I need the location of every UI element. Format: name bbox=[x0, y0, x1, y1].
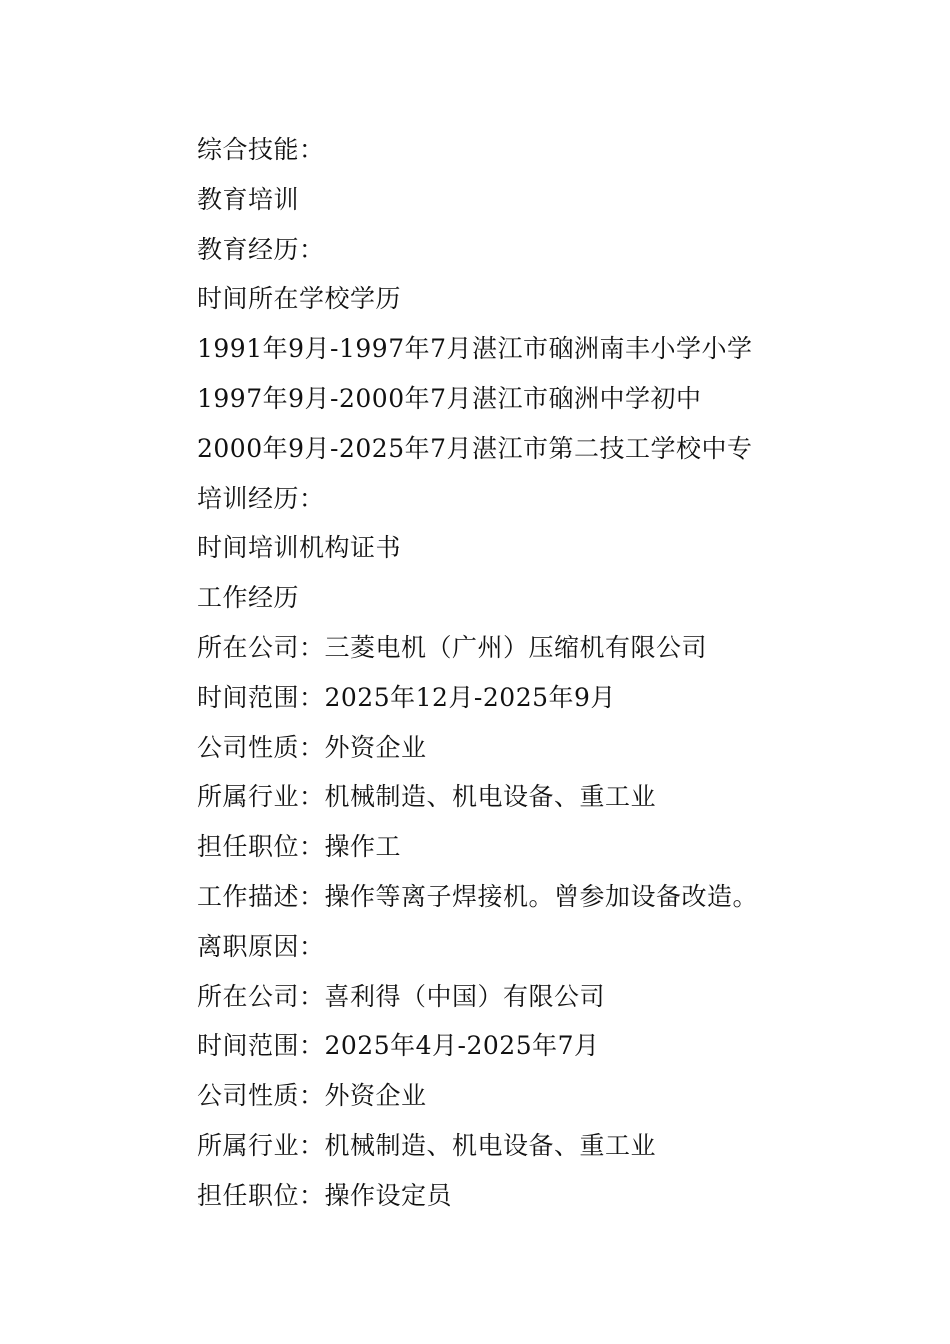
training-table-header: 时间培训机构证书 bbox=[197, 533, 402, 563]
work-company: 所在公司：三菱电机（广州）压缩机有限公司 bbox=[197, 632, 708, 662]
skills-text: 教育培训 bbox=[197, 184, 300, 214]
education-entry: 1991年9月-1997年7月湛江市硇洲南丰小学小学 bbox=[197, 334, 753, 364]
work-industry: 所属行业：机械制造、机电设备、重工业 bbox=[197, 782, 657, 812]
work-company-type: 公司性质：外资企业 bbox=[197, 732, 427, 762]
work-period: 时间范围：2025年4月-2025年7月 bbox=[197, 1031, 600, 1061]
work-position: 担任职位：操作设定员 bbox=[197, 1180, 453, 1210]
work-description: 工作描述：操作等离子焊接机。曾参加设备改造。 bbox=[197, 881, 759, 911]
work-company: 所在公司：喜利得（中国）有限公司 bbox=[197, 981, 606, 1011]
work-period: 时间范围：2025年12月-2025年9月 bbox=[197, 682, 616, 712]
work-industry: 所属行业：机械制造、机电设备、重工业 bbox=[197, 1130, 657, 1160]
section-heading-training: 培训经历： bbox=[197, 483, 325, 513]
education-entry: 2000年9月-2025年7月湛江市第二技工学校中专 bbox=[197, 433, 753, 463]
work-company-type: 公司性质：外资企业 bbox=[197, 1081, 427, 1111]
section-heading-skills: 综合技能： bbox=[197, 135, 325, 164]
document-body bbox=[197, 125, 897, 1221]
education-entry: 1997年9月-2000年7月湛江市硇洲中学初中 bbox=[197, 383, 702, 413]
education-table-header: 时间所在学校学历 bbox=[197, 284, 402, 314]
section-heading-work: 工作经历 bbox=[197, 583, 300, 613]
work-leave-reason: 离职原因： bbox=[197, 931, 325, 961]
section-heading-education: 教育经历： bbox=[197, 234, 325, 264]
work-position: 担任职位：操作工 bbox=[197, 832, 402, 862]
